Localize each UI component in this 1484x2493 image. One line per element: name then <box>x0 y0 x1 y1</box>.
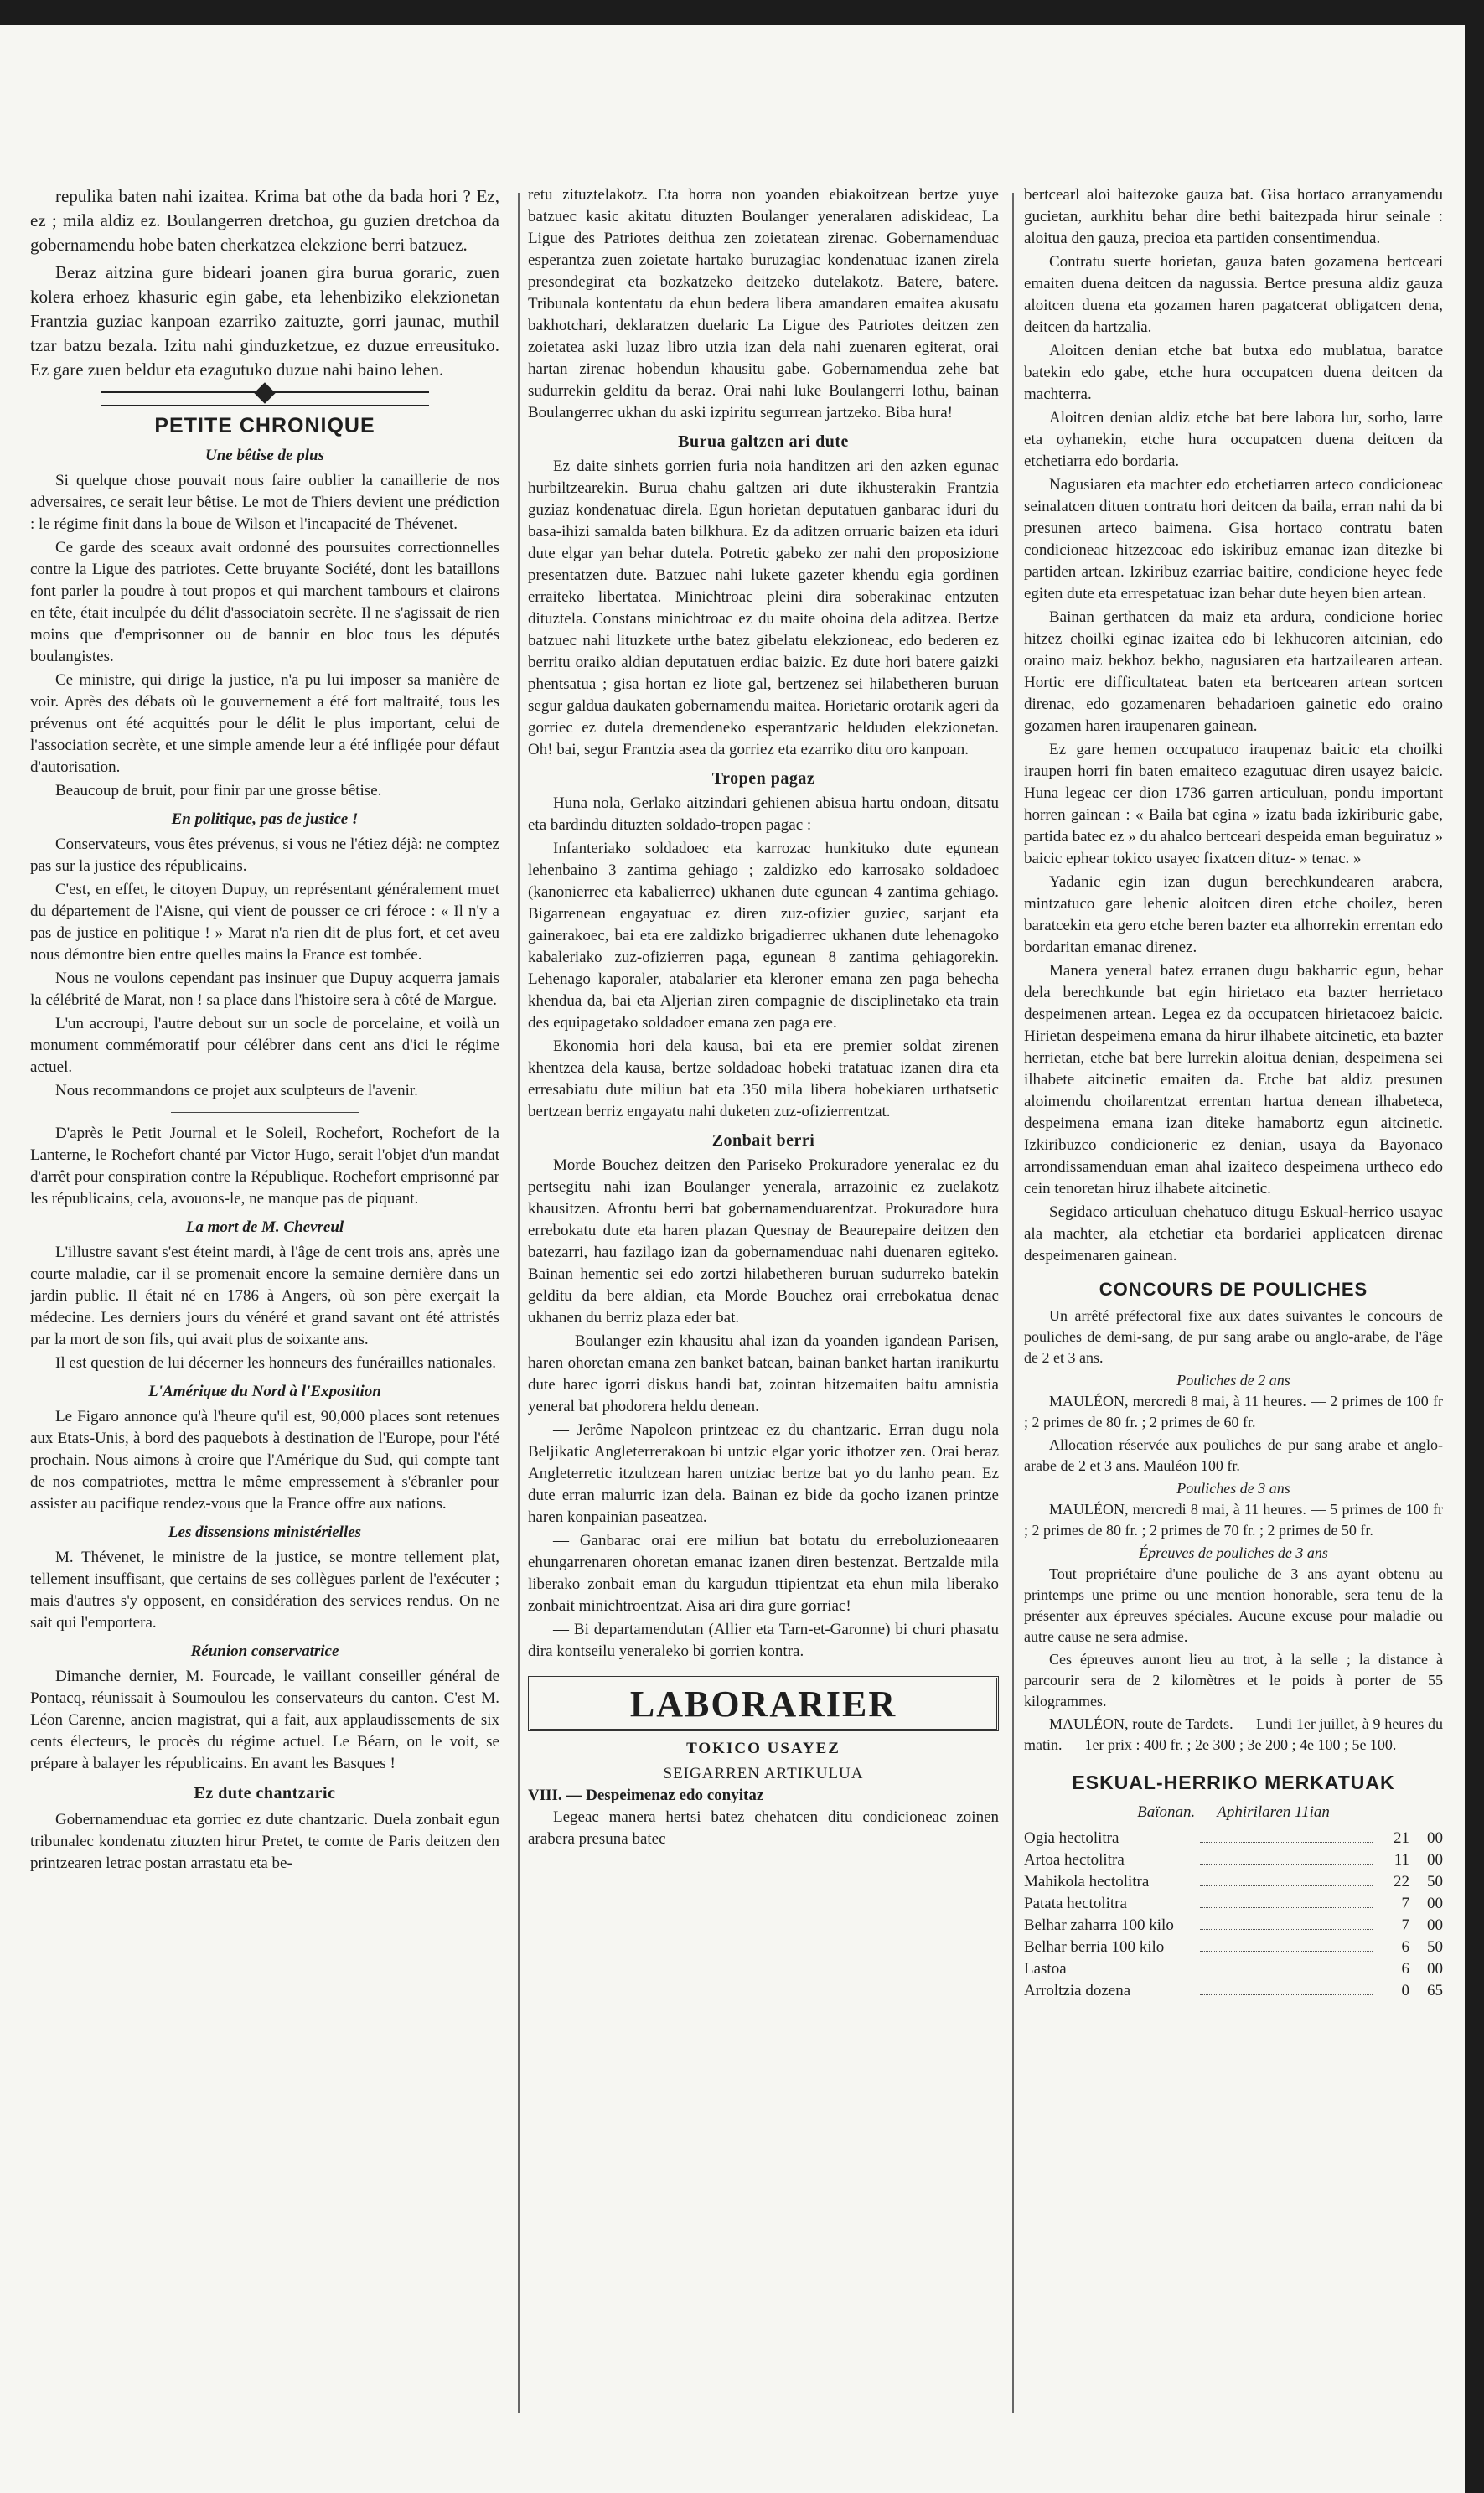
column-rule-2 <box>1012 193 1014 2413</box>
tropen-paragraph: Ekonomia hori dela kausa, bai eta ere premier soldat zirenen khentzea dela kausa, bertze soldadoac hobeki tratatuac izanen dira eta erresabiatu dute miliun bat eta 350 mila libera hobekiaren urthatsetic bertzean berriz engayatu nahi duketen zuz-ofizierrentzat. <box>528 1037 999 1120</box>
petite-chronique-heading: PETITE CHRONIQUE <box>154 414 375 437</box>
zonbait-paragraph: — Boulanger ezin khausitu ahal izan da yoanden igandean Parisen, haren ohoretan emana zen banket batean, bainan banket hartan iranikurtu dute harec igorri diskus handi bat, zointan hitzemaiten baitu amnistia yeneral bat phodorera heldu denean. <box>528 1332 999 1415</box>
zonbait-paragraph: — Bi departamendutan (Allier eta Tarn-et-Garonne) bi churi phasatu dira kontseilu yeneraleko bi gorrien kontra. <box>528 1621 999 1660</box>
market-row <box>1024 1893 1443 1915</box>
market-row <box>1024 1980 1443 2002</box>
market-cents: 50 <box>1427 1938 1443 1956</box>
concours-intro: Un arrêté préfectoral fixe aux dates suivantes le concours de pouliches de demi-sang, de pur sang arabe ou anglo-arabe, de l'âge de 2 et 3 ans. <box>1024 1307 1443 1366</box>
market-francs: 11 <box>1394 1851 1409 1869</box>
market-row <box>1024 1937 1443 1958</box>
baila-paragraph: Contratu suerte horietan, gauza baten gozamena bertceari emaiten duena deitcen da nagussia. Bertce presuna aldiz gauza aloitcen duena eta gozamen haren pagatcerat obligatcen dena, deitcen da hartzalia. <box>1024 253 1443 336</box>
market-item: Mahikola hectolitra <box>1024 1873 1150 1890</box>
pouliches-2-text: MAULÉON, mercredi 8 mai, à 11 heures. — 2 primes de 100 fr ; 2 primes de 80 fr. ; 2 primes de 60 fr. <box>1024 1393 1443 1430</box>
market-row <box>1024 1871 1443 1893</box>
baila-paragraph: Yadanic egin izan dugun berechkundearen arabera, mintzatuco gare lehenic aloitcen diren etche choilez, beren baratcekin eta gero etche beren bazter eta alhorrekin errentan edo bordaritan emanac direnez. <box>1024 873 1443 956</box>
reunion-paragraph: Dimanche dernier, M. Fourcade, le vaillant conseiller général de Pontacq, réunissait à Soumoulou les conservateurs du canton. C'est M. Léon Carenne, ancien magistrat, qui a fait, aux applaudissements de six cents électeurs, le procès du régime actuel. Le Béarn, on le voit, se prépare à balayer les républicains. En avant les Basques ! <box>30 1668 499 1772</box>
laborarier-banner <box>528 1676 999 1731</box>
market-item: Lastoa <box>1024 1960 1067 1978</box>
market-cents: 00 <box>1427 1960 1443 1978</box>
reunion-heading: Réunion conservatrice <box>190 1642 339 1660</box>
baila-paragraph: Nagusiaren eta machter edo etchetiarren arteco condicioneac seinalatcen dituen contratu hori deitcen da baila, erran nahi da bi presunen arteco baimena. Gisa hortaco contratu baten condicioneac hitzezcoac edo iskiribuz emanac izan ditezke bi partiden artean. Izkiribuz ezarriac baitire, condicione heyec fede egiten dute eta errespetatuac izan behar dute heyen bien artean. <box>1024 476 1443 603</box>
market-row <box>1024 1828 1443 1849</box>
intro-paragraph-2: Beraz aitzina gure bideari joanen gira burua goraric, zuen kolera erhoez khasuric egin gabe, eta lehenbiziko elekzionetan Frantzia guziac kanpoan ezarriko zaituzte, gorri jaunac, muthil tzar batzu bezala. Izitu nahi ginduzketzue, ez duzue erreusituko. Ez gare zuen beldur eta ezagutuko duzue nahi baino lehen. <box>30 262 499 380</box>
chantzaric-paragraph: Gobernamenduac eta gorriec ez dute chantzaric. Duela zonbait egun tribunalec kondenatu zituzten hirur Pretet, te comte de Paris deitzen den printzearen letrac postan arrastatu eta be- <box>30 1811 499 1872</box>
baila-paragraph: Segidaco articuluan chehatuco ditugu Eskual-herrico usayac ala machter, ala etchetiar eta bordariei applicatcen direnac despeimenaren gainean. <box>1024 1203 1443 1265</box>
burua-heading: Burua galtzen ari dute <box>678 432 849 451</box>
market-item: Belhar berria 100 kilo <box>1024 1938 1165 1956</box>
betise-paragraph: Ce garde des sceaux avait ordonné des poursuites correctionnelles contre la Ligue des patriotes. Cette bruyante Société, dont les bataillons font parler la poudre à tout propos et qui marchent tambours et clairons en tête, était inculpée du délit d'associatoin secrète. Il ne s'agissait de rien moins que d'emprisonner ou de bannir en bloc tous les députés boulangistes. <box>30 539 499 665</box>
column-1 <box>30 184 499 2464</box>
concours-heading: CONCOURS DE POULICHES <box>1099 1279 1368 1300</box>
zonbait-paragraph: — Ganbarac orai ere miliun bat botatu du erreboluzioneaaren ehungarrenaren ohoretan emanac izanen diren bestenzat. Bertzalde mila liberako zonbait eman du kargudun ttipientzat eta ehun mila liberako zonbait minichtroentzat. Aisa ari dira gure gorriac! <box>528 1532 999 1615</box>
market-item: Artoa hectolitra <box>1024 1851 1125 1869</box>
dissensions-paragraph: M. Thévenet, le ministre de la justice, se montre tellement plat, tellement insuffisant, que certains de ses collègues parlent de l'exécuter ; mais d'autres s'y opposent, en considération des services rendus. On ne sait qui l'emportera. <box>30 1549 499 1632</box>
dissensions-heading: Les dissensions ministérielles <box>168 1523 362 1541</box>
artikulua-heading: SEIGARREN ARTIKULUA <box>663 1765 864 1782</box>
epreuves-text: Ces épreuves auront lieu au trot, à la selle ; la distance à parcourir sera de 2 kilomètres et le poids à porter de 55 kilogrammes. <box>1024 1651 1443 1709</box>
rochefort-paragraph: D'après le Petit Journal et le Soleil, Rochefort, Rochefort de la Lanterne, le Rochefort chanté par Victor Hugo, serait l'objet d'un mandat d'arrêt pour conspiration contre la République. Rochefort emprisonné par les républicains, cela, avouons-le, ne manque pas de piquant. <box>30 1125 499 1208</box>
zonbait-heading: Zonbait berri <box>711 1131 815 1150</box>
zonbait-paragraph: Morde Bouchez deitzen den Pariseko Prokuradore yeneralac ez du pertsegitu nahi izan Boulanger yenerala, arrazoinic ez zuelakotz khausitzen. Afrontu berri bat gobernamenduarentzat. Prokuradore hura errebokatu dute eta haren plazan Quesnay de Beaurepaire deitzen den batezarri, hau fazilago izan da gobernamenduac nahi duenaren egiteko. Bainan hementic sei edo zortzi hilabetheren buruan sudurreko batekin gelditu da bere aldian, eta Morde Bouchez orai errebokatua denac ukhanen du berriz plaza eder bat. <box>528 1156 999 1327</box>
column-rule-1 <box>518 193 520 2413</box>
politique-paragraph: C'est, en effet, le citoyen Dupuy, un représentant généralement muet du département de l'Aisne, qui vient de pousser ce cri féroce : « Il n'y a pas de justice en politique ! » Marat n'a rien dit de plus fort, et cet aveu nous démontre bien entre quelles mains la France est tombée. <box>30 881 499 964</box>
tropen-heading: Tropen pagaz <box>711 769 815 788</box>
chantzaric-heading: Ez dute chantzaric <box>194 1784 336 1803</box>
market-cents: 00 <box>1427 1829 1443 1847</box>
market-item: Ogia hectolitra <box>1024 1829 1119 1847</box>
allocation-text: Allocation réservée aux pouliches de pur sang arabe et anglo-arabe de 2 et 3 ans. Mauléon 100 fr. <box>1024 1436 1443 1474</box>
legeac-paragraph: Legeac manera hertsi batez chehatcen ditu condicioneac zoinen arabera presuna batec <box>528 1808 999 1848</box>
epreuves-heading: Épreuves de pouliches de 3 ans <box>1139 1544 1328 1561</box>
politique-paragraph: L'un accroupi, l'autre debout sur un socle de porcelaine, et voilà un monument commémoratif pour célébrer dans cent ans d'ici le régime actuel. <box>30 1015 499 1076</box>
market-item: Belhar zaharra 100 kilo <box>1024 1916 1174 1934</box>
epreuves-text: MAULÉON, route de Tardets. — Lundi 1er juillet, à 9 heures du matin. — 1er prix : 400 fr. ; 2e 300 ; 3e 200 ; 4e 100 ; 5e 100. <box>1024 1715 1443 1753</box>
market-item: Arroltzia dozena <box>1024 1982 1131 1999</box>
short-separator <box>171 1112 359 1113</box>
market-cents: 00 <box>1427 1916 1443 1934</box>
betise-paragraph: Beaucoup de bruit, pour finir par une grosse bêtise. <box>55 782 382 799</box>
amerique-heading: L'Amérique du Nord à l'Exposition <box>148 1383 381 1400</box>
market-cents: 00 <box>1427 1851 1443 1869</box>
market-francs: 6 <box>1401 1960 1409 1978</box>
market-row <box>1024 1849 1443 1871</box>
tropen-paragraph: Infanteriako soldadoec eta karrozac hunkituko dute egunean lehenbaino 3 zantima gehiago ; zaldizko edo karrosako soldadoec (kanonierrec eta kabalierrec) ukhanen dute egunean 4 zantima gehiago. Bigarrenean engayatuac ez diren zuz-ofizier guziec, sarjant eta gainerakoec, bai eta ere zaldizko brigadierrec ukhanen dute lehenagoko kabaleriako zuz-ofizierren paga, egunean 8 zantima gehiagorekin. Lehenago kaporaler, atabalarier eta kleroner emana zen paga behecha khendua da, bai eta Aljerian ziren compagnie de disciplinetako eta train des equipagetako soldadoer emana zen paga ere. <box>528 840 999 1032</box>
tropen-paragraph: Huna nola, Gerlako aitzindari gehienen abisua hartu ondoan, ditsatu eta bardindu dituzten soldado-tropen pagac : <box>528 794 999 834</box>
politique-paragraph: Conservateurs, vous êtes prévenus, si vous ne l'étiez déjà: ne comptez pas sur la justice des républicains. <box>30 835 499 875</box>
market-heading: ESKUAL-HERRIKO MERKATUAK <box>1072 1771 1395 1793</box>
politique-heading: En politique, pas de justice ! <box>171 810 359 828</box>
amerique-paragraph: Le Figaro annonce qu'à l'heure qu'il est, 90,000 places sont retenues aux Etats-Unis, à bord des paquebots à destination de l'Europe, pour l'été prochain. Nous aimons à croire que l'Amérique du Sud, qui compte tant de nos compatriotes, mettra le même empressement à s'ébranler pour assister au pacifique rendez-vous que la France offre aux nations. <box>30 1408 499 1513</box>
market-cents: 65 <box>1427 1982 1443 1999</box>
epreuves-text: Tout propriétaire d'une pouliche de 3 ans ayant obtenu au printemps une prime ou une mention honorable, sera tenu de la présenter aux épreuves spéciales. Aucune excuse pour maladie ou autre cause ne sera admise. <box>1024 1565 1443 1645</box>
market-francs: 22 <box>1394 1873 1409 1890</box>
tokico-heading: TOKICO USAYEZ <box>686 1740 840 1757</box>
baila-paragraph: Aloitcen denian etche bat butxa edo mublatua, baratce batekin edo gabe, etche hura occupatcen duena deitcen da machterra. <box>1024 342 1443 403</box>
chevreul-paragraph: Il est question de lui décerner les honneurs des funérailles nationales. <box>55 1354 497 1372</box>
market-cents: 50 <box>1427 1873 1443 1890</box>
baila-paragraph: bertcearl aloi baitezoke gauza bat. Gisa hortaco arranyamendu gucietan, aurkhitu behar dire bethi baitezpada hirur seinale : aloitua den gauza, precioa eta partiden consentimendua. <box>1024 186 1443 247</box>
market-row <box>1024 1915 1443 1937</box>
viii-heading: VIII. — Despeimenaz edo conyitaz <box>528 1787 764 1804</box>
market-date: Baïonan. — Aphirilaren 11ian <box>1137 1803 1330 1821</box>
pouliches-3-heading: Pouliches de 3 ans <box>1176 1480 1290 1497</box>
baila-paragraph: Ez gare hemen occupatuco iraupenaz baicic eta choilki iraupen horri fin baten emaiteco ezagutuac diren usayez baicic. Huna legeac cer dion 1736 garren articuluan, pondu important horren gainean : « Baila bat egina » izatu bada izkiriburic gabe, partida batec ez » du ahalco bertceari despeida eman beguiratuz » baicic ephear tokico usayec fixatcen dituz- » tenac. » <box>1024 741 1443 867</box>
market-francs: 7 <box>1401 1895 1409 1912</box>
column-2 <box>528 184 999 2464</box>
baila-paragraph: Aloitcen denian aldiz etche bat bere labora lur, sorho, larre eta oyhanekin, etche hura occupatcen duena deitcen da etchetiarra edo bordaria. <box>1024 409 1443 470</box>
column-3 <box>1024 184 1443 2464</box>
newspaper-page <box>0 25 1465 2493</box>
market-francs: 21 <box>1394 1829 1409 1847</box>
pouliches-3-text: MAULÉON, mercredi 8 mai, à 11 heures. — 5 primes de 100 fr ; 2 primes de 80 fr. ; 2 primes de 70 fr. ; 2 primes de 50 fr. <box>1024 1501 1443 1539</box>
zonbait-paragraph: — Jerôme Napoleon printzeac ez du chantzaric. Erran dugu nola Beljikatic Angleterrerakoan bi untzic elgar yoric ithotzer zen. Orai beraz Angleterretic itzultzean haren untziac bertze bat yo du lanho pean. Ez dute erran malurric izan dela. Bainan ez bide da gocho izanen printze haren konpainian paseatzea. <box>528 1421 999 1526</box>
continuation-paragraph: retu zituztelakotz. Eta horra non yoanden ebiakoitzean bertze yuye batzuec kasic akitatu dituzten Boulanger yeneralaren adiskideac, La Ligue des Patriotes deithua zen zoietatean zirenac. Gobernamenduac esperantza zuen zoietate hartako buruzagiac kondenatuac izanen zirela presondegirat eta bozkatzeko deitzeko dutelakotz. Batere, batere. Tribunala kontentatu da ehun bedera libera amandaren emaitea akusatu bakhotchari, deklaratzen duelaric La Ligue des Patriotes deitzen zen zoietatea aski luzaz libro utzia izan dela nahi zuenaren egiterat, orai hartan zirenac hobendun khausitu gabe. Gobernamendua zehe bat sudurrekin gelditu da beraz. Orai nahi luke Boulangerri lothu, bainan Boulangerrec ukhan du aski izpiritu segurrean jartzeko. Biba hura! <box>528 186 999 422</box>
politique-paragraph: Nous ne voulons cependant pas insinuer que Dupuy acquerra jamais la célébrité de Marat, non ! sa place dans l'histoire sera à côté de Margue. <box>30 970 499 1009</box>
market-francs: 7 <box>1401 1916 1409 1934</box>
laborarier-title: LABORARIER <box>629 1684 897 1725</box>
market-cents: 00 <box>1427 1895 1443 1912</box>
chevreul-heading: La mort de M. Chevreul <box>185 1218 344 1236</box>
betise-paragraph: Ce ministre, qui dirige la justice, n'a pu lui imposer sa manière de voir. Après des débats où le gouvernement a été fort maltraité, tous les prévenus ont été acquittés pour le délit le plus important, celui de l'association secrète, et une simple amende leur a été infligée pour défaut d'autorisation. <box>30 671 499 776</box>
intro-paragraph-1: repulika baten nahi izaitea. Krima bat othe da bada hori ? Ez, ez ; mila aldiz ez. Boulangerren dretchoa, gu guzien dretchoa da gobernamendu hobe baten cherkatzea elekzione berri batzuez. <box>30 186 499 255</box>
chevreul-paragraph: L'illustre savant s'est éteint mardi, à l'âge de cent trois ans, après une courte maladie, car il se promenait encore la semaine dernière dans un jardin public. Il était né en 1786 à Angers, où son père exerçait la médecine. Les derniers jours du vénéré et grand savant ont été attristés par la mort de son fils, qui avait plus de soixante ans. <box>30 1244 499 1348</box>
market-francs: 0 <box>1401 1982 1409 1999</box>
betise-heading: Une bêtise de plus <box>205 447 324 464</box>
market-item: Patata hectolitra <box>1024 1895 1127 1912</box>
market-row <box>1024 1958 1443 1980</box>
ornament-divider <box>101 391 429 406</box>
betise-paragraph: Si quelque chose pouvait nous faire oublier la canaillerie de nos adversaires, ce serait leur bêtise. Le mot de Thiers devient une prédiction : le régime finit dans la boue de Wilson et l'incapacité de Thévenet. <box>30 472 499 533</box>
burua-paragraph: Ez daite sinhets gorrien furia noia handitzen ari den azken egunac hurbiltzearekin. Burua chahu galtzen ari dute ikhusterakin Frantzia guziaz kondenatuac direla. Egun horietan deputatuen ganbarac iduri du basa-ihizi samalda baten bilkhura. Ez da aditzen orruaric baizen eta iduri dute elgar yan behar dutela. Potretic gabeko zer nahi den proposizione presentatzen dute. Batzuec nahi lukete gazeter khendu egia gordinen erraiteko libertatea. Minichtroac pleini dira soberakinac entzuten dituztela. Constans minichtroac ez du maite ohoina dela aditzea. Bertze batzuec nahi lituzkete urthe batez gibelatu elekzioneac, edo bederen ez berritu oraiko aldian deputatuen erdiac baizic. Ez dute hori batere gaizki phentsatua ; gisa hortan ez liote gal, bertzenez sei hilabetheren buruan segur galdua daukaten gobernamendu maitea. Horietaric orotarik ageri da gorriec ez dutela dremendeneko esperantzaric helduden elekzionetan. Oh! bai, segur Frantzia asea da gorriez eta ezarriko ditu oro kanpoan. <box>528 458 999 758</box>
baila-paragraph: Bainan gerthatcen da maiz eta ardura, condicione horiec hitzez choilki eginac izaitea edo bi lekhucoren aitcinian, edo oraino maiz bekhoz bekho, nagusiaren eta hartzailearen artean. Hortic ere difficultateac baten eta bertcearen artean sortcen direnac, edo gozamenaren behadarioen gainetic edo oraino gozamen haren iraupenaren gainean. <box>1024 608 1443 735</box>
baila-paragraph: Manera yeneral batez erranen dugu bakharric egun, behar dela berechkunde bat egin hirietaco eta bazter herrietaco despeimenen artean. Legea ez da occupatcen hirietacoez baicic. Hirietan despeimena emana da hirur ilhabete aitcinetic, eta bazter herrietan, etche bat bere lurrekin aloitua denian, despeimena sei ilhabete aitcinetic emaiten da. Etche bat aldiz presunen aloimendu choilarentzat errentan hartua denean ilhabeteca, despeimena emana izan diteke hamabortz egun aitcinetic. Izkiribuzco condicioneric ez denian, usaya da Bayonaco arrondissamenduan eman ahal izaiteco despeimena urtheco edo cein tenoretan hiruz ilhabete aitcinetic. <box>1024 962 1443 1197</box>
market-francs: 6 <box>1401 1938 1409 1956</box>
politique-paragraph: Nous recommandons ce projet aux sculpteurs de l'avenir. <box>55 1082 418 1099</box>
pouliches-2-heading: Pouliches de 2 ans <box>1176 1372 1290 1389</box>
